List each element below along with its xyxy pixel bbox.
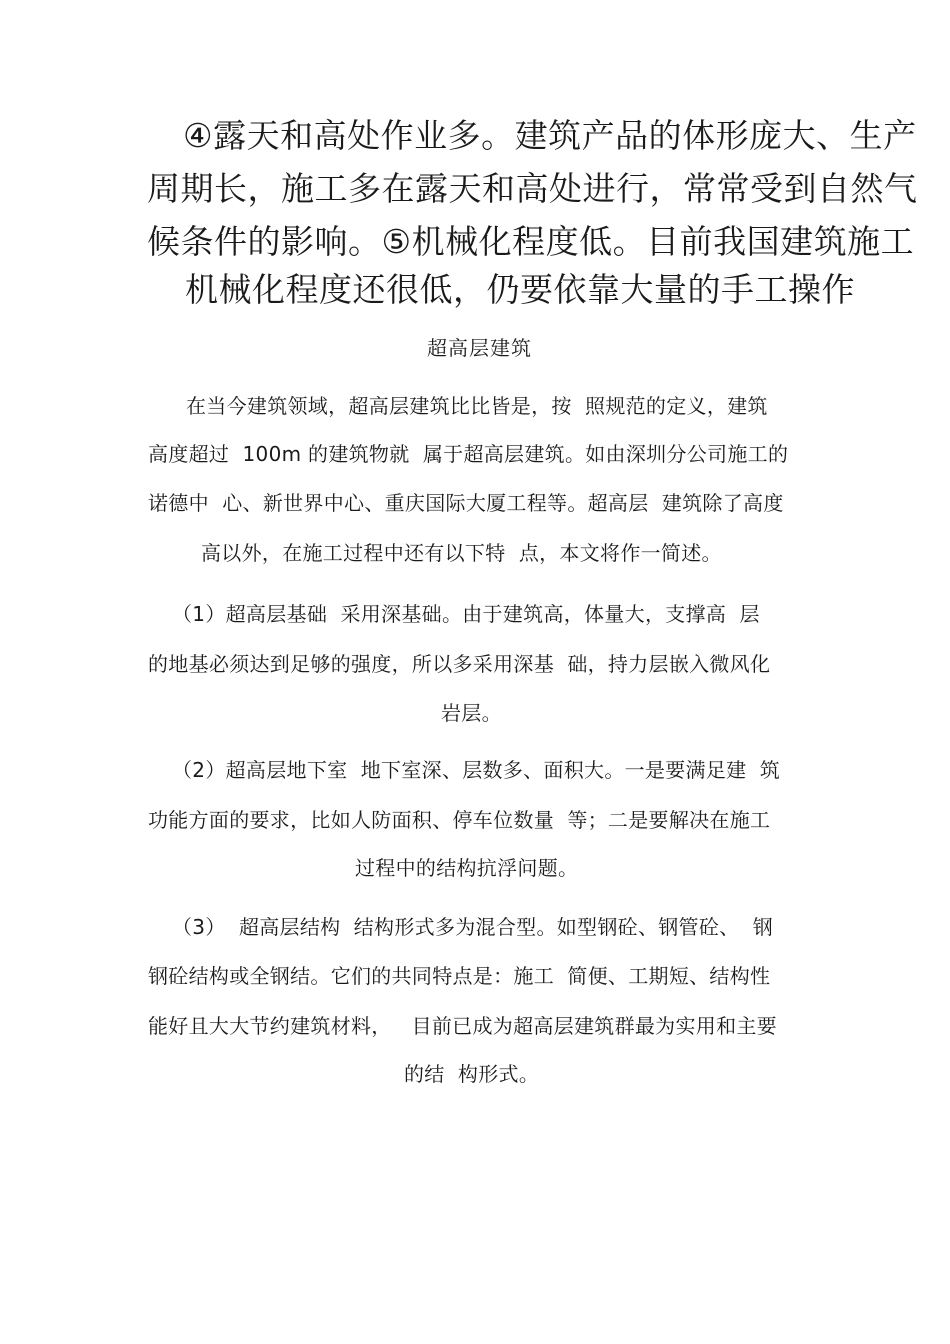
item3-line-4: 的结 构形式。 [404,1062,540,1086]
intro-line-4: 机械化程度还很低，仍要依靠大量的手工操作 [185,270,855,309]
item3-line-1: （3） 超高层结构 结构形式多为混合型。如型钢砼、钢管砼、 钢 [172,915,774,939]
para1-line-4: 高以外，在施工过程中还有以下特 点，本文将作一简述。 [201,541,722,565]
para1-line-3: 诺德中 心、新世界中心、重庆国际大厦工程等。超高层 建筑除了高度 [148,491,784,515]
intro-line-3: 候条件的影响。⑤机械化程度低。目前我国建筑施工 [147,222,915,261]
para1-line-1: 在当今建筑领域，超高层建筑比比皆是，按 照规范的定义，建筑 [186,394,768,418]
item2-line-3: 过程中的结构抗浮问题。 [355,856,579,880]
item2-line-2: 功能方面的要求，比如人防面积、停车位数量 等；二是要解决在施工 [148,808,771,832]
item3-line-3: 能好且大大节约建筑材料， 目前已成为超高层建筑群最为实用和主要 [148,1014,777,1038]
para1-line-2: 高度超过 100m 的建筑物就 属于超高层建筑。如由深圳分公司施工的 [148,442,789,466]
item3-line-2: 钢砼结构或全钢结。它们的共同特点是：施工 简便、工期短、结构性 [148,964,771,988]
intro-line-2: 周期长，施工多在露天和高处进行，常常受到自然气 [147,169,918,208]
item1-line-2: 的地基必须达到足够的强度，所以多采用深基 础，持力层嵌入微风化 [148,652,771,676]
section-title: 超高层建筑 [427,336,532,360]
item1-line-1: （1）超高层基础 采用深基础。由于建筑高，体量大，支撑高 层 [172,602,760,626]
intro-line-1: ④露天和高处作业多。建筑产品的体形庞大、生产 [183,116,917,155]
item2-line-1: （2）超高层地下室 地下室深、层数多、面积大。一是要满足建 筑 [172,758,781,782]
item1-line-3: 岩层。 [441,701,502,725]
